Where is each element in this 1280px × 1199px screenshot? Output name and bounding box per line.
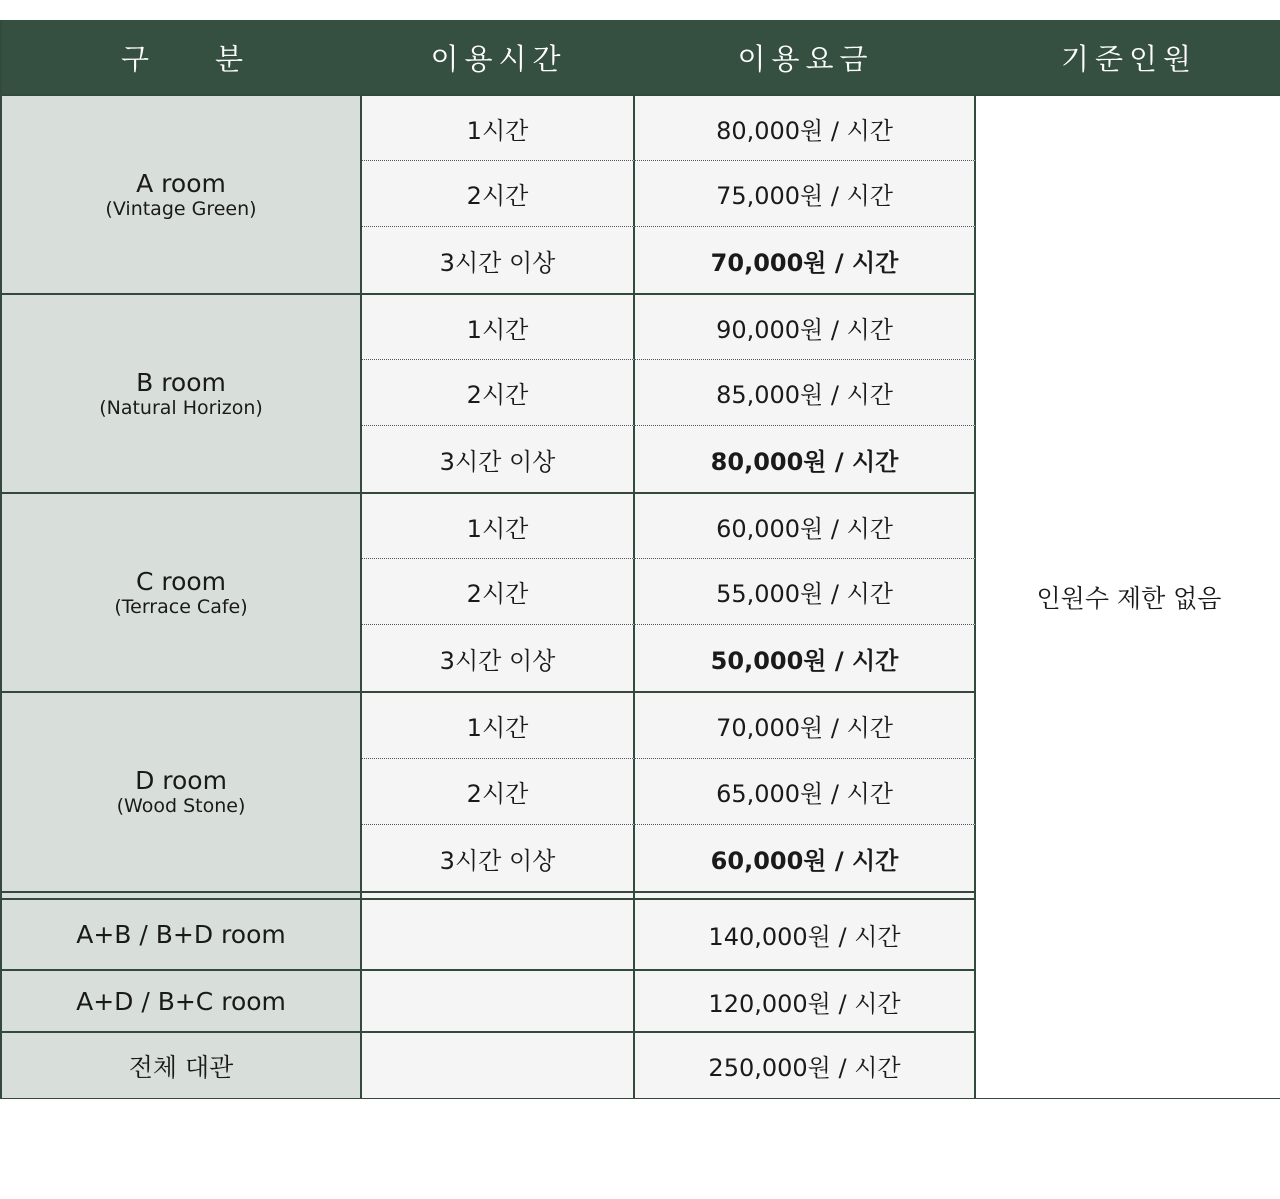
combo-label: A+B / B+D room — [2, 900, 362, 969]
combo-label: 전체 대관 — [2, 1031, 362, 1098]
price-cell: 85,000원 / 시간 — [635, 359, 976, 425]
room-subtitle: (Natural Horizon) — [99, 396, 263, 419]
duration-cell: 1시간 — [362, 691, 635, 758]
combo-price: 140,000원 / 시간 — [635, 900, 976, 969]
header-usage-time: 이용시간 — [362, 20, 635, 94]
duration-cell: 1시간 — [362, 293, 635, 359]
header-category-part2: 분 — [215, 41, 244, 76]
price-cell: 90,000원 / 시간 — [635, 293, 976, 359]
price-cell: 55,000원 / 시간 — [635, 558, 976, 624]
header-category-part1: 구 — [120, 41, 149, 76]
room-name: B room — [136, 367, 226, 397]
duration-cell: 3시간 이상 — [362, 624, 635, 691]
price-cell: 70,000원 / 시간 — [635, 691, 976, 758]
room-name: A room — [136, 168, 226, 198]
section-divider — [635, 891, 976, 900]
room-c-cell — [2, 492, 362, 691]
capacity-cell: 인원수 제한 없음 — [976, 94, 1280, 1098]
duration-cell: 2시간 — [362, 359, 635, 425]
duration-cell: 3시간 이상 — [362, 824, 635, 891]
room-name: D room — [135, 766, 227, 795]
section-divider — [362, 891, 635, 900]
duration-cell: 3시간 이상 — [362, 425, 635, 492]
combo-price: 120,000원 / 시간 — [635, 969, 976, 1031]
header-category — [2, 20, 362, 94]
section-divider — [2, 891, 362, 900]
room-subtitle: (Wood Stone) — [116, 795, 246, 817]
price-cell-highlight: 60,000원 / 시간 — [635, 824, 976, 891]
header-usage-fee: 이용요금 — [635, 20, 976, 94]
price-table — [0, 20, 1280, 1099]
price-cell-highlight: 80,000원 / 시간 — [635, 425, 976, 492]
price-cell: 80,000원 / 시간 — [635, 94, 976, 160]
room-d-cell — [2, 691, 362, 891]
duration-cell: 2시간 — [362, 160, 635, 226]
combo-price: 250,000원 / 시간 — [635, 1031, 976, 1098]
combo-duration-empty — [362, 1031, 635, 1098]
combo-label: A+D / B+C room — [2, 969, 362, 1031]
room-a-cell — [2, 94, 362, 293]
price-cell: 60,000원 / 시간 — [635, 492, 976, 558]
room-subtitle: (Terrace Cafe) — [114, 595, 248, 618]
combo-duration-empty — [362, 969, 635, 1031]
price-cell-highlight: 50,000원 / 시간 — [635, 624, 976, 691]
duration-cell: 1시간 — [362, 492, 635, 558]
combo-duration-empty — [362, 900, 635, 969]
duration-cell: 2시간 — [362, 758, 635, 824]
duration-cell: 2시간 — [362, 558, 635, 624]
room-b-cell — [2, 293, 362, 492]
price-cell: 65,000원 / 시간 — [635, 758, 976, 824]
duration-cell: 1시간 — [362, 94, 635, 160]
room-name: C room — [135, 566, 227, 596]
duration-cell: 3시간 이상 — [362, 226, 635, 293]
price-cell-highlight: 70,000원 / 시간 — [635, 226, 976, 293]
room-subtitle: (Vintage Green) — [105, 197, 257, 220]
header-capacity: 기준인원 — [976, 20, 1280, 94]
price-cell: 75,000원 / 시간 — [635, 160, 976, 226]
